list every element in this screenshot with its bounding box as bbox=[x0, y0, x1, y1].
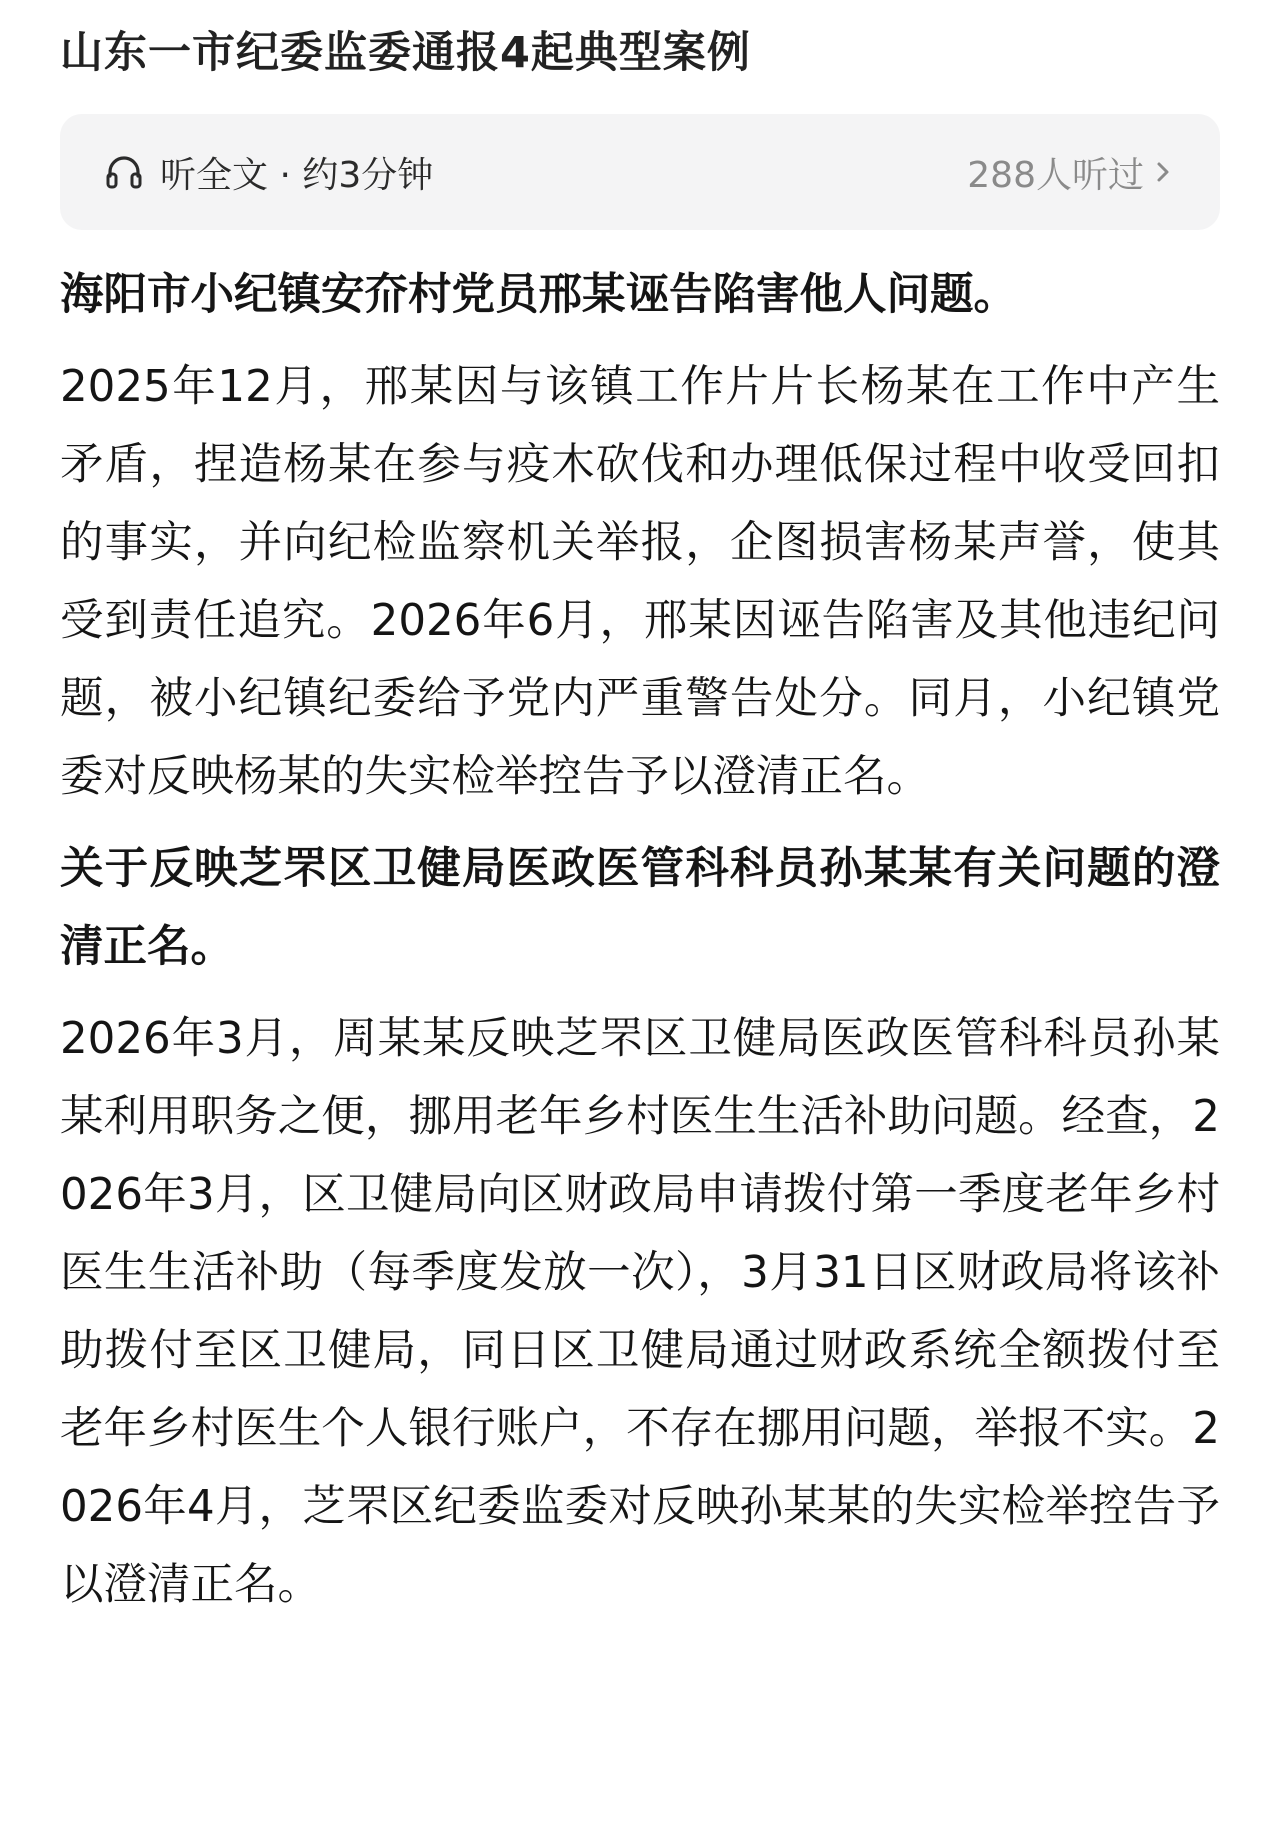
case-paragraph-2: 2026年3月，周某某反映芝罘区卫健局医政医管科科员孙某某利用职务之便，挪用老年乡村医生生活补助问题。经查，2026年3月，区卫健局向区财政局申请拨付第一季度老年乡村医生生活补助（每季度发放一次），3月31日区财政局将该补助拨付至区卫健局，同日区卫健局通过财政系统全额拨付至老年乡村医生个人银行账户，不存在挪用问题，举报不实。2026年4月，芝罘区纪委监委对反映孙某某的失实检举控告予以澄清正名。 bbox=[60, 1014, 1220, 1610]
listen-full-text-bar[interactable] bbox=[60, 114, 1220, 230]
case-heading-2: 关于反映芝罘区卫健局医政医管科科员孙某某有关问题的澄清正名。 bbox=[60, 844, 1220, 972]
listen-bar-right[interactable] bbox=[967, 147, 1174, 198]
headphones-icon bbox=[102, 150, 146, 194]
listen-full-text-label: 听全文 · 约3分钟 bbox=[160, 154, 434, 196]
chevron-right-icon bbox=[1152, 157, 1174, 187]
listen-bar-left bbox=[102, 147, 433, 198]
case-heading-1: 海阳市小纪镇安夼村党员邢某诬告陷害他人问题。 bbox=[60, 270, 1017, 320]
article-body bbox=[60, 256, 1220, 1624]
case-paragraph-1: 2025年12月，邢某因与该镇工作片片长杨某在工作中产生矛盾，捏造杨某在参与疫木砍伐和办理低保过程中收受回扣的事实，并向纪检监察机关举报，企图损害杨某声誉，使其受到责任追究。2026年6月，邢某因诬告陷害及其他违纪问题，被小纪镇纪委给予党内严重警告处分。同月，小纪镇党委对反映杨某的失实检举控告予以澄清正名。 bbox=[60, 362, 1220, 802]
article-title: 山东一市纪委监委通报4起典型案例 bbox=[60, 28, 751, 78]
listener-count: 288人听过 bbox=[967, 154, 1144, 196]
